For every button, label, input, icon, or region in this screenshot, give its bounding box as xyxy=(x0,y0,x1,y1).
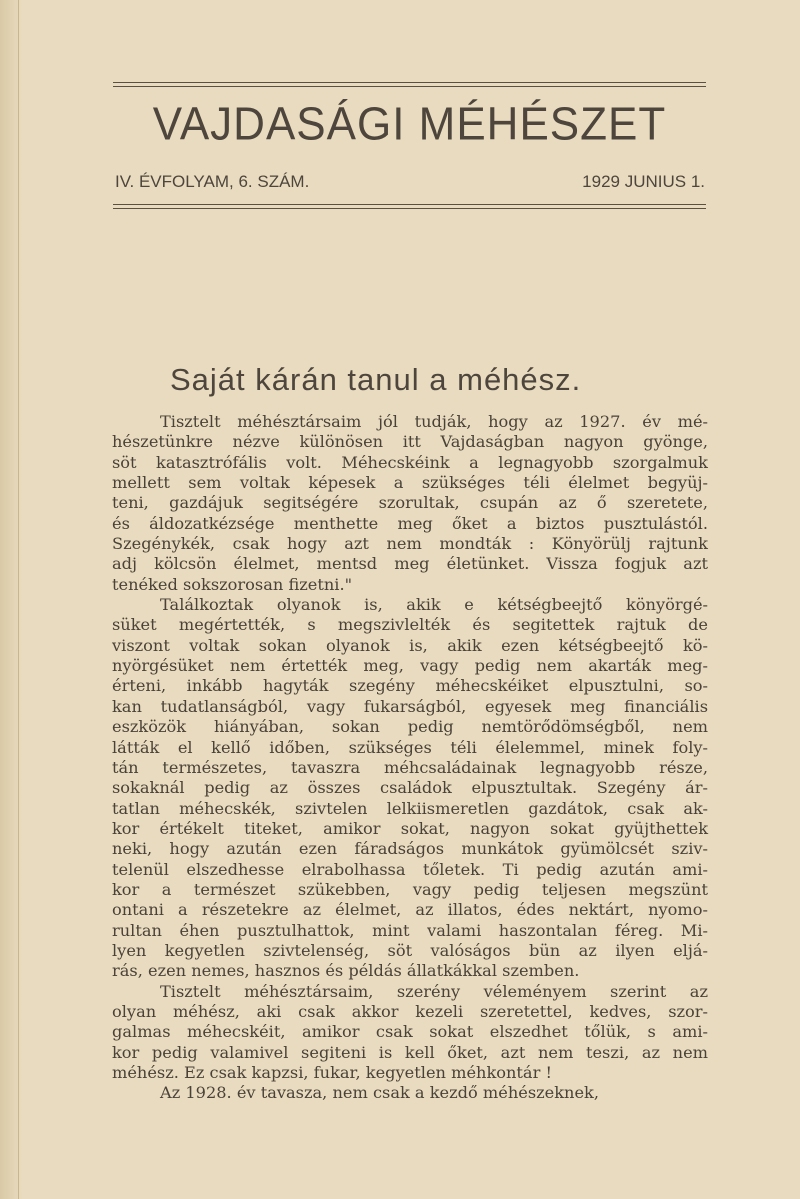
text-line: tenéked sokszorosan fizetni." xyxy=(112,574,353,594)
text-line: sokaknál pedig az összes családok elpusztultak. Szegény ár- xyxy=(112,778,708,798)
bottom-rule-2 xyxy=(113,208,706,209)
text-line: látták el kellő időben, szükséges téli élelemmel, minek foly- xyxy=(112,737,708,757)
text-line: mellett sem voltak képesek a szükséges téli élelmet begyüj- xyxy=(112,473,708,493)
text-line: teni, gazdájuk segitségére szorultak, csupán az ő szeretete, xyxy=(112,493,708,513)
text-line: Az 1928. év tavasza, nem csak a kezdő méhészeknek, xyxy=(160,1083,600,1103)
text-line: ontani a részetekre az élelmet, az illatos, édes nektárt, nyomo- xyxy=(112,900,708,920)
text-line: söt katasztrófális volt. Méhecskéink a legnagyobb szorgalmuk xyxy=(112,452,708,472)
volume-issue: IV. ÉVFOLYAM, 6. SZÁM. xyxy=(115,172,310,191)
text-line: telenül elszedhesse elrabolhassa tőletek. Ti pedig azután ami- xyxy=(112,859,708,879)
text-line: hészetünkre nézve különösen itt Vajdaságban nagyon gyönge, xyxy=(112,432,708,452)
text-line: eszközök hiányában, sokan pedig nemtörődömségből, nem xyxy=(112,717,708,737)
text-line: kan tudatlanságból, vagy fukarságból, egyesek meg financiális xyxy=(112,696,708,716)
text-line: galmas méhecskéit, amikor csak sokat elszedhet tőlük, s ami- xyxy=(112,1022,708,1042)
text-line: olyan méhész, aki csak akkor kezeli szeretettel, kedves, szor- xyxy=(112,1001,708,1021)
text-line: Tisztelt méhésztársaim jól tudják, hogy az 1927. év mé- xyxy=(160,412,708,431)
text-line: Szegénykék, csak hogy azt nem mondták : Könyörülj rajtunk xyxy=(112,534,708,554)
text-line: kor pedig valamivel segiteni is kell őket, azt nem teszi, az nem xyxy=(112,1042,708,1062)
text-line: süket megértették, s megszivlelték és segitettek rajtuk de xyxy=(112,615,708,635)
binding-edge xyxy=(18,0,19,1199)
masthead: VAJDASÁGI MÉHÉSZET xyxy=(152,98,667,151)
text-line: érteni, inkább hagyták szegény méhecskéiket elpusztulni, so- xyxy=(112,676,708,696)
text-line: méhész. Ez csak kapzsi, fukar, kegyetlen méhkontár ! xyxy=(112,1063,552,1082)
bottom-rule xyxy=(113,204,706,205)
text-line: tán természetes, tavaszra méhcsaládainak legnagyobb része, xyxy=(112,757,708,777)
top-rule xyxy=(113,82,706,83)
text-line: nyörgésüket nem értették meg, vagy pedig nem akarták meg- xyxy=(112,656,708,676)
issue-date: 1929 JUNIUS 1. xyxy=(582,172,705,191)
text-line: adj kölcsön élelmet, mentsd meg életünket. Vissza fogjuk azt xyxy=(112,554,708,574)
text-line: Tisztelt méhésztársaim, szerény véleményem szerint az xyxy=(160,981,708,1001)
text-line: Találkoztak olyanok is, akik e kétségbeejtő könyörgé- xyxy=(160,595,708,615)
top-rule-2 xyxy=(113,86,706,87)
text-line: viszont voltak sokan olyanok is, akik ezen kétségbeejtő kö- xyxy=(112,635,708,655)
text-line: rás, ezen nemes, hasznos és példás állatkákkal szemben. xyxy=(112,961,580,981)
text-line: lyen kegyetlen szivtelenség, söt valóságos bün az ilyen eljá- xyxy=(112,940,708,960)
text-line: és áldozatkézsége menthette meg őket a biztos pusztulástól. xyxy=(112,513,708,533)
article-title: Saját kárán tanul a méhész. xyxy=(170,362,582,397)
article-body xyxy=(112,412,708,1104)
text-line: kor a természet szükebben, vagy pedig teljesen megszünt xyxy=(112,879,708,899)
text-line: tatlan méhecskék, szivtelen lelkiismeretlen gazdátok, csak ak- xyxy=(112,798,708,818)
text-line: kor értékelt titeket, amikor sokat, nagyon sokat gyüjthettek xyxy=(112,818,708,838)
text-line: neki, hogy azután ezen fáradságos munkátok gyümölcsét sziv- xyxy=(112,839,708,859)
text-line: rultan éhen pusztulhattok, mint valami haszontalan féreg. Mi- xyxy=(112,920,708,940)
